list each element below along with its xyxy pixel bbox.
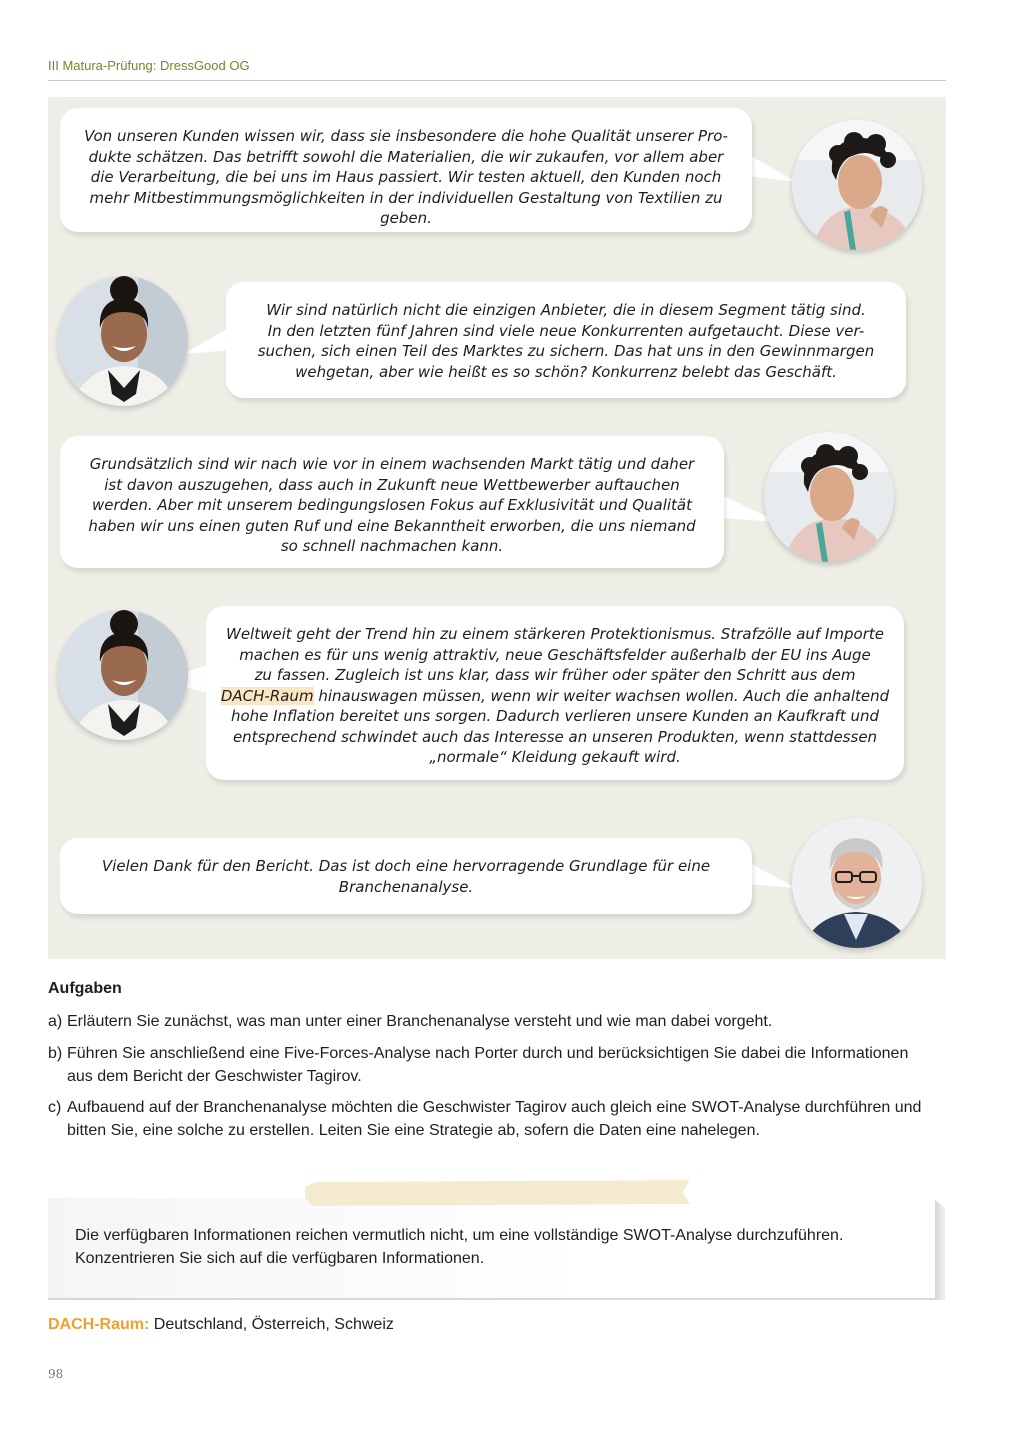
- bubble-3-line: ist davon auszugehen, dass auch in Zukunft neue Wettbewerber auftauchen: [104, 475, 680, 494]
- speech-bubble-5: [60, 838, 752, 914]
- avatar-smiling-woman: [58, 276, 188, 406]
- bubble-2-tail: [182, 322, 232, 362]
- bubble-2-line: In den letzten fünf Jahren sind viele neue Konkurrenten aufgetaucht. Diese ver-: [267, 321, 865, 340]
- bubble-1-tail: [748, 150, 798, 190]
- speech-bubble-3: [60, 436, 724, 568]
- avatar-curly-hair-woman: [792, 120, 922, 250]
- bubble-5-line: Branchenanalyse.: [338, 877, 474, 896]
- bubble-2-line: wehgetan, aber wie heißt es so schön? Konkurrenz belebt das Geschäft.: [295, 362, 837, 381]
- glossary-term: DACH-Raum:: [48, 1316, 150, 1333]
- glossary-term-highlight: DACH-Raum: [220, 686, 314, 705]
- task-a-label: a): [48, 1013, 63, 1030]
- running-header: III Matura-Prüfung: DressGood OG: [48, 58, 250, 73]
- bubble-4-line: hohe Inflation bereitet uns sorgen. Dadurch verlieren unsere Kunden an Kaufkraft und: [230, 707, 880, 725]
- bubble-4-line-rest: hinauswagen müssen, wenn wir weiter wachsen wollen. Auch die anhaltend: [313, 686, 890, 705]
- task-c-label: c): [48, 1099, 62, 1116]
- bubble-2-line: suchen, sich einen Teil des Marktes zu sichern. Das hat uns in den Gewinnmargen: [257, 342, 875, 360]
- bubble-1-line: die Verarbeitung, die bei uns im Haus passiert. Wir testen aktuell, den Kunden noch: [90, 168, 722, 186]
- bubble-5-line: Vielen Dank für den Bericht. Das ist doch eine hervorragende Grundlage für eine: [101, 857, 711, 875]
- bubble-3-line: so schnell nachmachen kann.: [280, 537, 504, 555]
- task-b-text: Führen Sie anschließend eine Five-Forces-Analyse nach Porter durch und berücksichtigen Sie dabei die Informationen aus dem Bericht der Geschwister Tagirov.: [67, 1045, 909, 1085]
- task-a: [48, 1010, 938, 1033]
- speech-bubble-2: [226, 282, 906, 398]
- bubble-1-line: mehr Mitbestimmungsmöglichkeiten in der individuellen Gestaltung von Textilien zu geben.: [89, 188, 723, 227]
- bubble-3-line: Grundsätzlich sind wir nach wie vor in einem wachsenden Markt tätig und daher: [89, 455, 695, 473]
- hint-note-text: Die verfügbaren Informationen reichen vermutlich nicht, um eine vollständige SWOT-Analyse durchzuführen. Konzentrieren Sie sich auf die verfügbaren Informationen.: [75, 1227, 844, 1267]
- bubble-1-line: dukte schätzen. Das betrifft sowohl die Materialien, die wir zukaufen, vor allem aber: [88, 147, 724, 166]
- avatar-gray-haired-man: [792, 818, 922, 948]
- task-a-text: Erläutern Sie zunächst, was man unter einer Branchenanalyse versteht und wie man dabei vorgeht.: [67, 1013, 773, 1030]
- tasks-heading: Aufgaben: [48, 980, 122, 997]
- header-divider: [48, 80, 946, 81]
- speech-bubble-4: [206, 606, 904, 780]
- speech-bubble-1: [60, 108, 752, 232]
- bubble-4-line: machen es für uns wenig attraktiv, neue Geschäftsfelder außerhalb der EU ins Auge: [239, 645, 871, 664]
- task-c: [48, 1096, 938, 1142]
- tape-strip: [305, 1178, 690, 1208]
- glossary-definition: Deutschland, Österreich, Schweiz: [149, 1316, 394, 1333]
- avatar-smiling-woman: [58, 610, 188, 740]
- glossary-entry: [48, 1316, 394, 1334]
- task-b: [48, 1042, 938, 1088]
- note-page-curl: [935, 1200, 945, 1300]
- avatar-curly-hair-woman: [764, 432, 894, 562]
- bubble-4-line: entsprechend schwindet auch das Interesse an unseren Produkten, wenn stattdessen: [232, 727, 878, 746]
- bubble-4-line: „normale“ Kleidung gekauft wird.: [429, 748, 681, 766]
- bubble-5-tail: [748, 858, 798, 898]
- page-number: 98: [48, 1367, 64, 1381]
- task-c-text: Aufbauend auf der Branchenanalyse möchten die Geschwister Tagirov auch gleich eine SWOT-Analyse durchführen und bitten Sie, eine solche zu erstellen. Leiten Sie eine Strategie ab, sofern die Daten eine nahelegen.: [67, 1099, 922, 1139]
- bubble-3-line: werden. Aber mit unserem bedingungslosen Fokus auf Exklusivität und Qualität: [91, 496, 693, 514]
- task-b-label: b): [48, 1045, 63, 1062]
- bubble-1-line: Von unseren Kunden wissen wir, dass sie insbesondere die hohe Qualität unserer Pro-: [84, 127, 728, 145]
- bubble-3-line: haben wir uns einen guten Ruf und eine Bekanntheit erworben, die uns niemand: [88, 516, 696, 535]
- bubble-4-line: zu fassen. Zugleich ist uns klar, dass wir früher oder später den Schritt aus dem: [254, 666, 856, 684]
- bubble-4-line: Weltweit geht der Trend hin zu einem stärkeren Protektionismus. Strafzölle auf Importe: [225, 625, 884, 643]
- bubble-2-line: Wir sind natürlich nicht die einzigen Anbieter, die in diesem Segment tätig sind.: [266, 301, 866, 319]
- bubble-4-line: [220, 686, 890, 707]
